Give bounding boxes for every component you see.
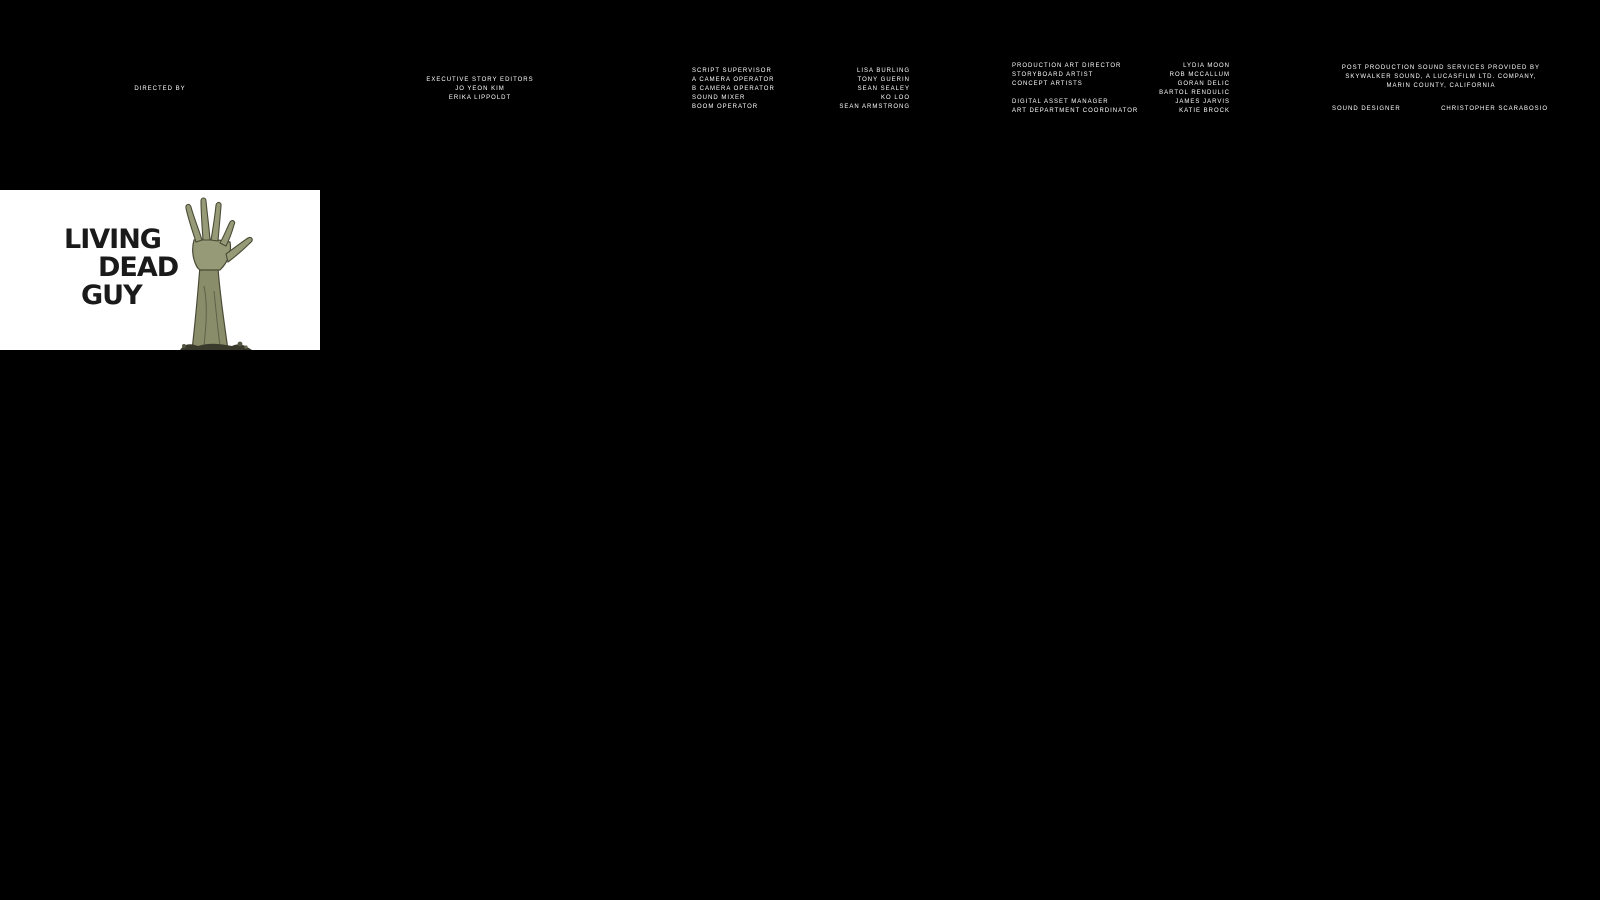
credit-role: CONCEPT ARTISTS bbox=[1012, 81, 1083, 87]
credit-name: JAMES JARVIS bbox=[1175, 99, 1230, 105]
logo-text-line: DEAD bbox=[98, 252, 179, 283]
credit-name: LISA BURLING bbox=[856, 68, 910, 74]
logo-text-line: LIVING bbox=[64, 224, 161, 255]
credit-name: CHRISTOPHER SCARABOSIO bbox=[1441, 106, 1548, 112]
credit-roles-column bbox=[1332, 105, 1401, 114]
credit-crew-block-b bbox=[1012, 62, 1230, 122]
credit-role bbox=[1012, 89, 1138, 98]
credit-role: DIGITAL ASSET MANAGER bbox=[1012, 99, 1109, 105]
zombie-hand-icon bbox=[170, 196, 260, 350]
credit-role: SCRIPT SUPERVISOR bbox=[692, 68, 772, 74]
credit-name: TONY GUERIN bbox=[857, 77, 910, 83]
credit-name: LYDIA MOON bbox=[1183, 63, 1230, 69]
credit-role: EXECUTIVE STORY EDITORS bbox=[426, 77, 534, 83]
credit-role: A CAMERA OPERATOR bbox=[692, 77, 775, 83]
credit-roles-column bbox=[1012, 62, 1138, 116]
credit-crew-block-a bbox=[692, 67, 910, 117]
credit-names-column bbox=[1159, 62, 1230, 116]
logo-text-line: GUY bbox=[81, 280, 142, 311]
credit-name: KATIE BROCK bbox=[1179, 108, 1230, 114]
credit-role: STORYBOARD ARTIST bbox=[1012, 72, 1094, 78]
credit-role: B CAMERA OPERATOR bbox=[692, 86, 775, 92]
credit-sound-services bbox=[1326, 64, 1556, 91]
credit-story-editors bbox=[420, 76, 540, 103]
credit-roles-column bbox=[692, 67, 775, 112]
credit-name: ROB MCCALLUM bbox=[1169, 72, 1230, 78]
credit-name: JO YEON KIM bbox=[455, 86, 505, 92]
credit-role: ART DEPARTMENT COORDINATOR bbox=[1012, 108, 1139, 114]
credit-names-column bbox=[839, 67, 910, 112]
credit-sound-designer bbox=[1332, 105, 1548, 117]
credit-name: SEAN ARMSTRONG bbox=[839, 104, 910, 110]
credit-name: SEAN SEALEY bbox=[857, 86, 910, 92]
credit-role: SOUND DESIGNER bbox=[1332, 106, 1401, 112]
credit-names-column bbox=[1441, 105, 1548, 114]
credit-line: MARIN COUNTY, CALIFORNIA bbox=[1386, 83, 1496, 89]
credit-role: PRODUCTION ART DIRECTOR bbox=[1012, 63, 1122, 69]
credit-directed-by bbox=[130, 85, 190, 94]
credit-name: ERIKA LIPPOLDT bbox=[448, 95, 512, 101]
credit-name: GORAN DELIC bbox=[1177, 81, 1230, 87]
credit-directed-label: DIRECTED BY bbox=[134, 86, 186, 92]
credit-role: SOUND MIXER bbox=[692, 95, 746, 101]
credit-name: KO LOO bbox=[880, 95, 910, 101]
credit-line: SKYWALKER SOUND, A LUCASFILM LTD. COMPANY, bbox=[1345, 74, 1537, 80]
title-thumbnail[interactable] bbox=[0, 190, 320, 350]
credit-name: BARTOL RENDULIC bbox=[1159, 90, 1230, 96]
credit-line: POST PRODUCTION SOUND SERVICES PROVIDED BY bbox=[1341, 65, 1541, 71]
credit-role: BOOM OPERATOR bbox=[692, 104, 759, 110]
